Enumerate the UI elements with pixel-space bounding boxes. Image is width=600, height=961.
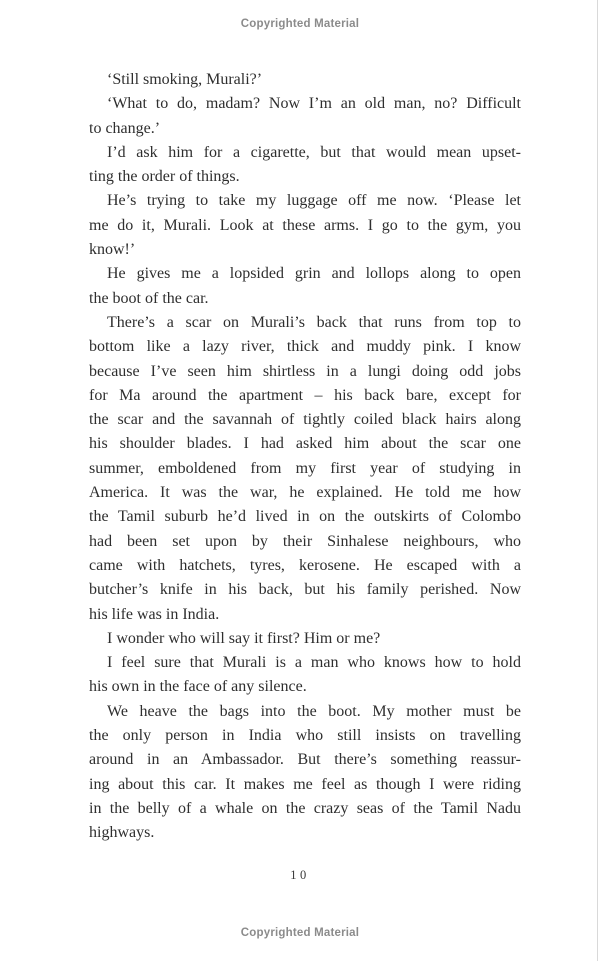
page-number: 10 — [290, 868, 310, 882]
text-line: He’s trying to take my luggage off me now. ‘Please let — [107, 192, 521, 210]
text-line: the boot of the car. — [89, 289, 209, 307]
text-line: summer, emboldened from my first year of studying in — [89, 459, 521, 477]
text-line: the Tamil suburb he’d lived in on the outskirts of Colombo — [89, 508, 521, 526]
body-text — [89, 68, 521, 846]
text-line: had been set upon by their Sinhalese neighbours, who — [89, 532, 521, 550]
text-line: ‘What to do, madam? Now I’m an old man, no? Difficult — [107, 95, 521, 113]
text-line: bottom like a lazy river, thick and muddy pink. I know — [89, 338, 521, 356]
text-line: He gives me a lopsided grin and lollops along to open — [107, 265, 521, 283]
text-line: We heave the bags into the boot. My mother must be — [107, 702, 521, 720]
text-line: his own in the face of any silence. — [89, 678, 307, 696]
text-line: came with hatchets, tyres, kerosene. He escaped with a — [89, 556, 521, 574]
text-line: the only person in India who still insists on travelling — [89, 727, 521, 745]
text-line: I feel sure that Murali is a man who knows how to hold — [107, 654, 521, 672]
text-line: around in an Ambassador. But there’s something reassur- — [89, 751, 521, 769]
text-line: There’s a scar on Murali’s back that runs from top to — [107, 313, 521, 331]
text-line: know!’ — [89, 241, 136, 259]
text-line: ‘Still smoking, Murali?’ — [107, 71, 263, 88]
text-line: the scar and the savannah of tightly coiled black hairs along — [89, 411, 521, 429]
text-line: his shoulder blades. I had asked him about the scar one — [89, 435, 521, 453]
text-line: I wonder who will say it first? Him or me? — [107, 629, 381, 647]
text-line: for Ma around the apartment – his back bare, except for — [89, 386, 521, 404]
text-line: me do it, Murali. Look at these arms. I go to the gym, you — [89, 216, 521, 234]
text-line: highways. — [89, 824, 155, 842]
text-line: America. It was the war, he explained. He told me how — [89, 484, 521, 502]
copyright-notice-top: Copyrighted Material — [240, 18, 360, 30]
text-line: in the belly of a whale on the crazy seas of the Tamil Nadu — [89, 799, 521, 817]
text-line: I’d ask him for a cigarette, but that would mean upset- — [107, 143, 521, 161]
text-line: ing about this car. It makes me feel as though I were riding — [89, 775, 521, 793]
text-line: to change.’ — [89, 119, 161, 137]
text-line: butcher’s knife in his back, but his family perished. Now — [89, 581, 521, 599]
text-line: ting the order of things. — [89, 168, 240, 186]
copyright-notice-bottom: Copyrighted Material — [240, 927, 360, 939]
scan-edge-line — [597, 0, 598, 961]
text-line: his life was in India. — [89, 605, 220, 623]
text-line: because I’ve seen him shirtless in a lungi doing odd jobs — [89, 362, 521, 380]
